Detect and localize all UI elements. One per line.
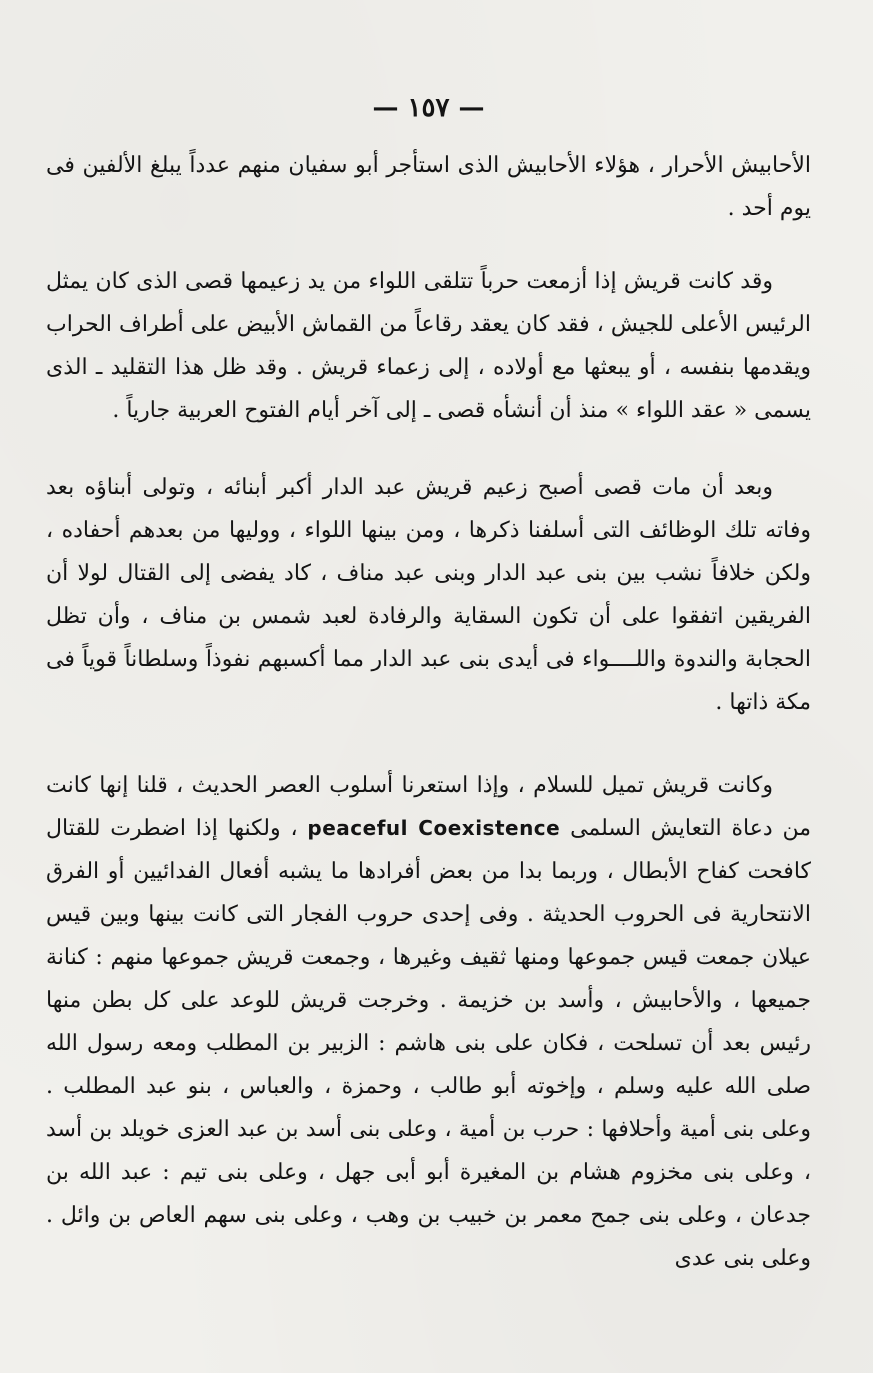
paragraph-2	[46, 260, 811, 432]
paragraph-1-text: الأحابيش الأحرار ، هؤلاء الأحابيش الذى استأجر أبو سفيان منهم عدداً يبلغ الألفين فى يوم أحد .	[46, 153, 811, 221]
latin-phrase: peaceful Coexistence	[307, 816, 561, 840]
paragraph-4	[46, 764, 811, 1280]
paragraph-4-text-after: ، ولكنها إذا اضطرت للقتال كافحت كفاح الأبطال ، وربما بدا من بعض أفرادها ما يشبه أفعال الفدائيين أو الفرق الانتحارية فى الحروب الحديثة . وفى إحدى حروب الفجار التى كانت بينها وبين قيس عيلان جمعت قيس جموعها ومنها ثقيف وغيرها ، وجمعت قريش جموعها منهم : كنانة جميعها ، والأحابيش ، وأسد بن خزيمة . وخرجت قريش للوعد على كل بطن منها رئيس بعد أن تسلحت ، فكان على بنى هاشم : الزبير بن المطلب ومعه رسول الله صلى الله عليه وسلم ، وإخوته أبو طالب ، وحمزة ، والعباس ، بنو عبد المطلب . وعلى بنى أمية وأحلافها : حرب بن أمية ، وعلى بنى أسد بن عبد العزى خويلد بن أسد ، وعلى بنى مخزوم هشام بن المغيرة أبو أبى جهل ، وعلى بنى تيم : عبد الله بن جدعان ، وعلى بنى جمح معمر بن خبيب بن وهب ، وعلى بنى سهم العاص بن وائل . وعلى بنى عدى	[46, 816, 811, 1271]
paragraph-1	[46, 144, 811, 230]
paragraph-3	[46, 466, 811, 724]
paragraph-3-text: وبعد أن مات قصى أصبح زعيم قريش عبد الدار أكبر أبنائه ، وتولى أبناؤه بعد وفاته تلك الوظائف التى أسلفنا ذكرها ، ومن بينها اللواء ، ووليها من بعدهم أحفاده ، ولكن خلافاً نشب بين بنى عبد الدار وبنى عبد مناف ، كاد يفضى إلى القتال لولا أن الفريقين اتفقوا على أن تكون السقاية والرفادة لعبد شمس بن مناف ، وأن تظل الحجابة والندوة واللــــواء فى أيدى بنى عبد الدار مما أكسبهم نفوذاً وسلطاناً قوياً فى مكة ذاتها .	[46, 475, 811, 715]
page-number: — ١٥٧ —	[372, 93, 485, 123]
page-body	[46, 144, 811, 1280]
paragraph-2-text: وقد كانت قريش إذا أزمعت حرباً تتلقى اللواء من يد زعيمها قصى الذى كان يمثل الرئيس الأعلى للجيش ، فقد كان يعقد رقاعاً من القماش الأبيض على أطراف الحراب ويقدمها بنفسه ، أو يبعثها مع أولاده ، إلى زعماء قريش . وقد ظل هذا التقليد ـ الذى يسمى « عقد اللواء » منذ أن أنشأه قصى ـ إلى آخر أيام الفتوح العربية جارياً .	[46, 269, 811, 423]
paragraph-4-text-before: وكانت قريش تميل للسلام ، وإذا استعرنا أسلوب العصر الحديث ، قلنا إنها كانت من دعاة التعايش السلمى	[46, 773, 811, 841]
